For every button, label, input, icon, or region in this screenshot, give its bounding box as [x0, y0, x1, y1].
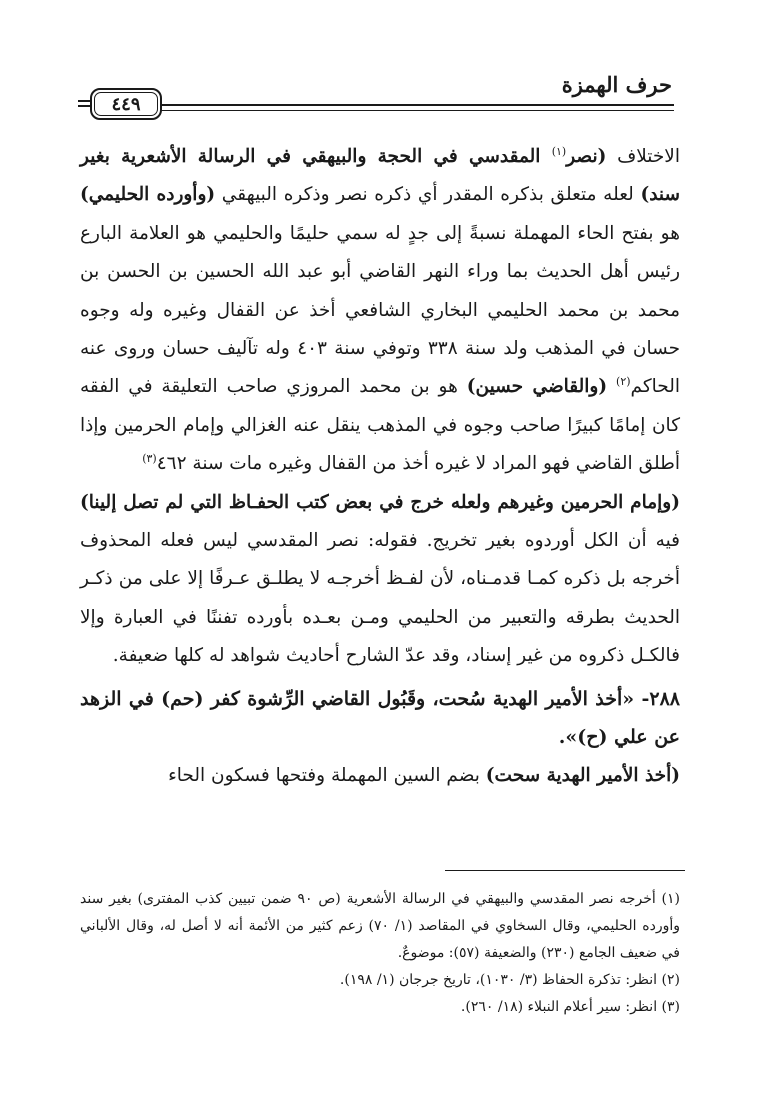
- footnote-2: (٢) انظر: تذكرة الحفاظ (٣/ ١٠٣٠)، تاريخ جرجان (١/ ١٩٨).: [339, 972, 680, 988]
- hadith-288: [80, 680, 680, 757]
- page-number-dash: [78, 100, 90, 102]
- paragraph-1: [80, 138, 680, 484]
- footnote-3: (٣) انظر: سير أعلام النبلاء (١٨/ ٢٦٠).: [460, 999, 680, 1015]
- paragraph-2: [80, 484, 680, 676]
- text-run: الاختلاف: [606, 146, 680, 167]
- header-rule: [150, 104, 674, 106]
- page-number: ٤٤٩: [111, 93, 141, 115]
- quoted-matn: المقدسي في الحجة والبيهقي في الرسالة الأشعرية بغير سند): [80, 146, 680, 206]
- text-run: لعله متعلق بذكره المقدر أي ذكره نصر وذكره البيهقي: [215, 184, 641, 206]
- quoted-matn: (نصر: [566, 146, 607, 167]
- text-run: فيه أن الكل أوردوه بغير تخريج. فقوله: نصر المقدسي ليس فعله المحذوف أخرجه بل ذكره كمـا قدمـناه، لأن لفـظ أخرجـه لا يطلـق عـرفًا إلا على من ذكـر الحديث بطرقه والتعبير من الحليمي ومـن بعـده بأورده تفننًا في العبارة وإلا فالكـل ذكروه من غير إسناد، وقد عدّ الشارح أحاديث شواهد له كلها ضعيفة.: [80, 530, 680, 667]
- hadith-number: ٢٨٨-: [634, 687, 680, 710]
- quoted-matn: (والقاضي حسين): [466, 376, 608, 398]
- hadith-text: «أخذ الأمير الهدية سُحت، وقَبُول القاضي الرِّشوة كفر (حم) في الزهد عن علي (ح)».: [80, 687, 680, 749]
- quoted-matn: (أخذ الأمير الهدية سحت): [485, 764, 680, 786]
- text-run: [607, 376, 616, 397]
- text-run: هو بن محمد المروزي صاحب التعليقة في الفقه كان إمامًا كبيرًا صاحب وجوه في المذهب ينقل عنه الغزالي وإمام الحرمين وإذا أطلق القاضي فهو المراد لا غيره أخذ من القفال وغيره مات سنة ٤٦٢: [80, 376, 680, 475]
- footnote-ref-1: (١): [551, 144, 567, 158]
- quoted-matn: (وأورده الحليمي): [80, 184, 216, 206]
- page-number-badge: [90, 88, 162, 120]
- main-text: [80, 138, 680, 795]
- footnote-ref-3: (٣): [142, 452, 157, 466]
- footnotes: [80, 886, 680, 1021]
- paragraph-3: [80, 757, 680, 795]
- footnote-1: (١) أخرجه نصر المقدسي والبيهقي في الرسالة الأشعرية (ص ٩٠ ضمن تبيين كذب المفترى) بغير سند وأورده الحليمي، وقال السخاوي في المقاصد (١/ ٧٠) زعم كثير من الأئمة أنه لا أصل له، وقال الألباني في ضعيف الجامع (٢٣٠) والضعيفة (٥٧): موضوعٌ.: [80, 891, 681, 961]
- footnote-ref-2: (٢): [616, 375, 631, 389]
- chapter-title: حرف الهمزة: [561, 72, 672, 97]
- footnote-separator: [445, 870, 685, 871]
- quoted-matn: (وإمام الحرمين وغيرهم ولعله خرج في بعض كتب الحفـاظ التي لم تصل إلينا): [80, 491, 680, 513]
- text-run: بضم السين المهملة وفتحها فسكون الحاء: [168, 764, 486, 786]
- text-run: هو بفتح الحاء المهملة نسبةً إلى جدٍ له سمي حليمًا والحليمي هو العلامة البارع رئيس أهل الحديث بما وراء النهر القاضي أبو عبد الله الحسين بن الحسن بن محمد بن محمد الحليمي البخاري الشافعي أخذ عن القفال وغيره وله وجوه حسان في المذهب ولد سنة ٣٣٨ وتوفي سنة ٤٠٣ وله تآليف حسان وروى عنه الحاكم: [80, 222, 681, 398]
